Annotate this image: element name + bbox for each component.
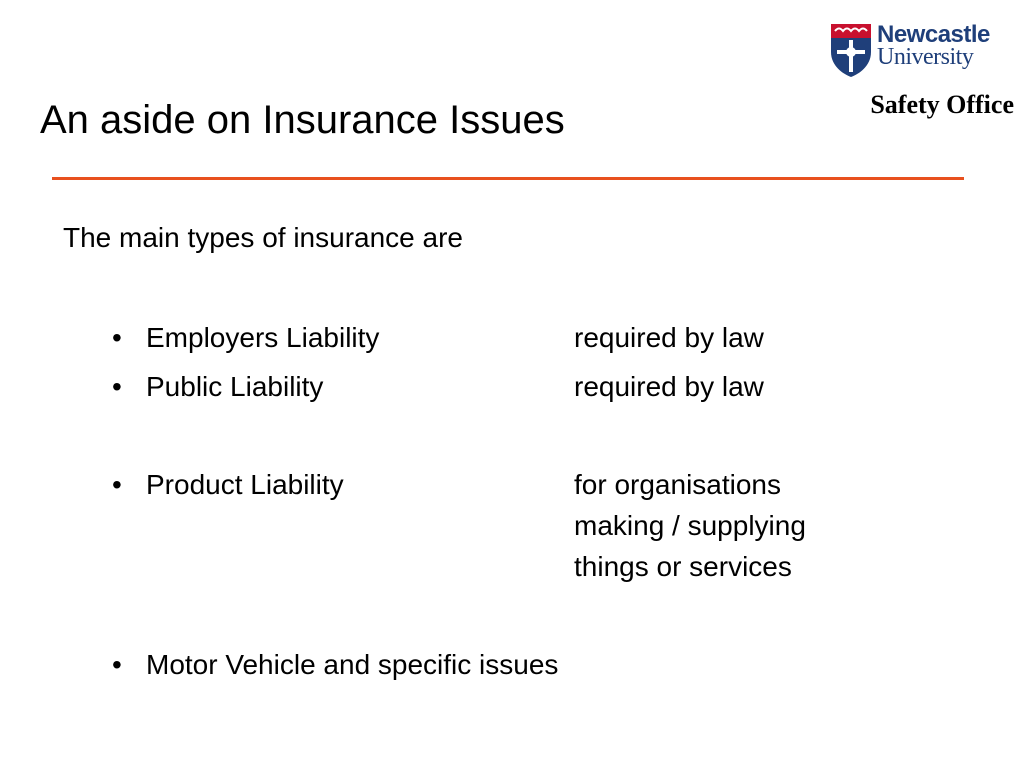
slide-title: An aside on Insurance Issues — [40, 98, 565, 142]
university-crest-icon — [829, 22, 873, 78]
insurance-note — [574, 366, 764, 407]
note-line: for organisations — [574, 469, 782, 500]
insurance-note — [574, 464, 806, 587]
logo-wordmark-bottom: University — [877, 44, 974, 70]
insurance-type: Product Liability — [146, 469, 344, 500]
insurance-type: Employers Liability — [146, 322, 380, 353]
insurance-type: Motor Vehicle and specific issues — [146, 649, 559, 680]
logo-wordmark-top: Newcastle — [877, 21, 990, 48]
office-name: Safety Office — [870, 90, 1014, 119]
note-line: making / supplying — [574, 510, 806, 541]
note-line: required by law — [574, 371, 764, 402]
note-line: required by law — [574, 322, 764, 353]
bullet-icon: • — [112, 371, 122, 402]
bullet-icon: • — [112, 469, 122, 500]
bullet-icon: • — [112, 322, 122, 353]
bullet-icon: • — [112, 649, 122, 680]
title-divider — [52, 177, 964, 180]
university-logo — [829, 22, 1014, 80]
insurance-note — [574, 317, 764, 358]
note-line: things or services — [574, 551, 792, 582]
insurance-type: Public Liability — [146, 371, 324, 402]
intro-text: The main types of insurance are — [63, 222, 463, 253]
